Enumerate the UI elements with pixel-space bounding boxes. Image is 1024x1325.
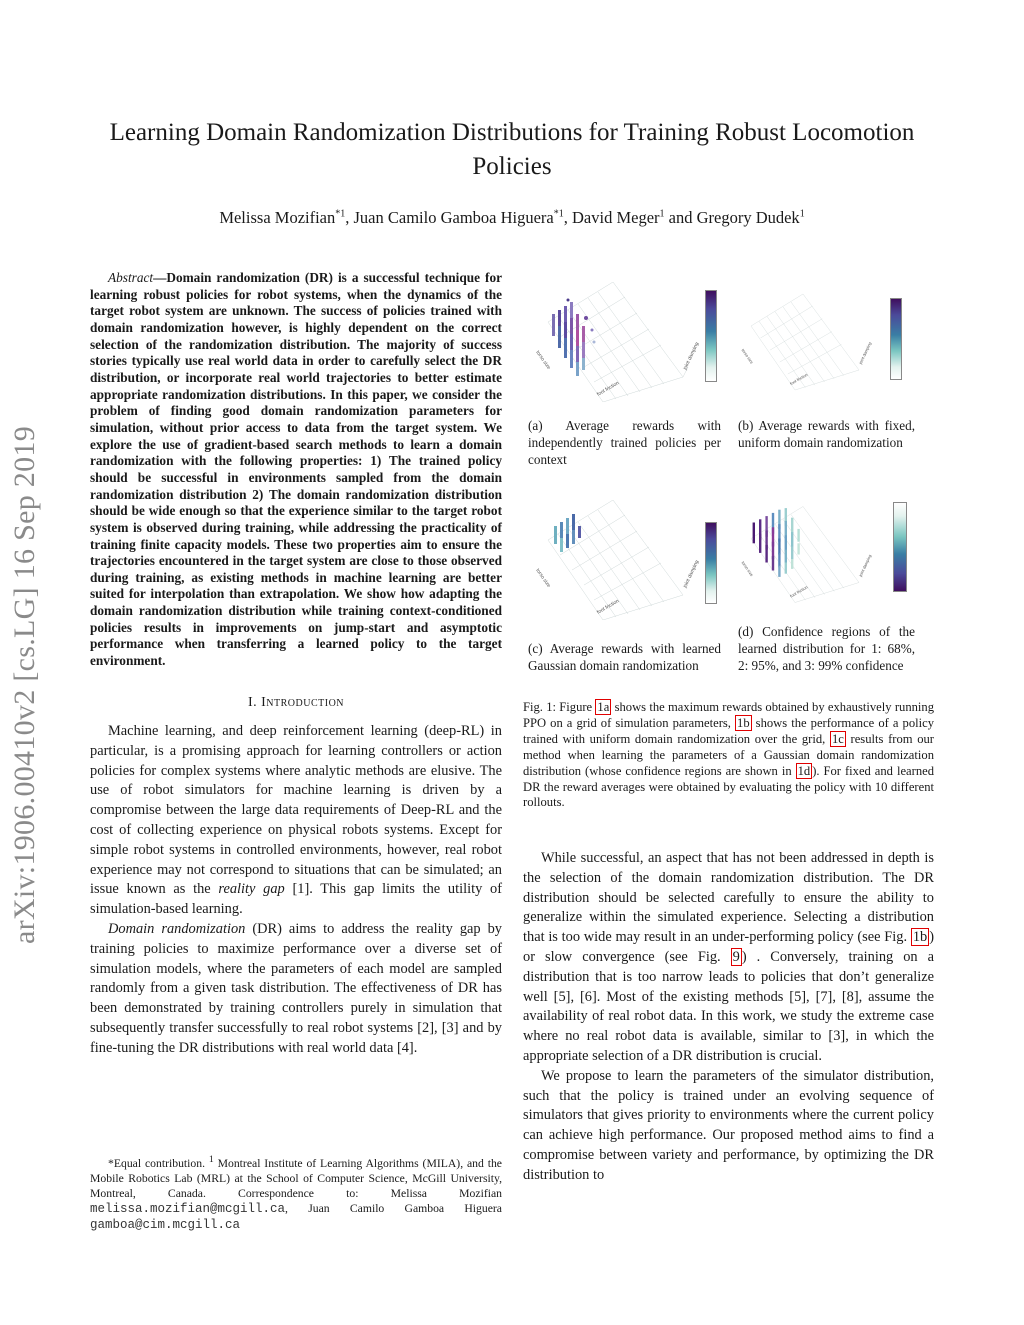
figure-ref-link[interactable]: 1d	[797, 763, 811, 778]
svg-text:joint damping: joint damping	[857, 341, 873, 365]
separator: ,	[345, 208, 354, 227]
paper-title: Learning Domain Randomization Distributions for Training Robust Locomotion Policies	[109, 119, 915, 180]
text: shows the performance of a policy trained with uniform domain randomization over the grid,	[523, 715, 934, 746]
body-paragraph	[523, 1067, 934, 1186]
text: ) . Conversely, training on a distribution that is too narrow leads to policies that don’t generalize well [5], [6]. Most of the existing methods [5], [7], [8], assume the availability of real robot data. In this work, we study the extreme case where no real robot data is available, similar to [3], in which the appropriate selection of a DR distribution is crucial.	[523, 948, 934, 1064]
section-number: I.	[247, 695, 258, 710]
text: results from our method when learning the parameters of a Gaussian domain randomization distribution (whose confidence regions are shown in	[523, 731, 935, 778]
figure-caption	[523, 700, 934, 811]
text: (DR) aims to address the reality gap by training policies to maximize performance over a diverse set of simulation models, where the parameters of each model are sampled randomly from a given task distribution. The effectiveness of DR has been demonstrated by training controllers purely in simulation that subsequently transfer successfully to real robot systems [2], [3] and by fine-tuning the DR distributions with real world data [4].	[90, 920, 503, 1056]
text: Montreal Institute of Learning Algorithms (MILA), and the Mobile Robotics Lab (MRL) at the School of Computer Science, McGill University, Montreal, Canada. Correspondence to: Melissa Mozifian	[90, 1156, 502, 1200]
arxiv-side-label: arXiv:1906.00410v2 [cs.LG] 16 Sep 2019	[8, 425, 41, 944]
author-name: Melissa Mozifian	[219, 208, 336, 227]
svg-text:joint damping: joint damping	[682, 341, 701, 371]
text: ) or slow convergence (see Fig.	[523, 929, 934, 965]
author-name: David Meger	[572, 208, 660, 227]
author-list	[100, 208, 924, 228]
subfigure-a-caption: (a) Average rewards with independently trained policies per context	[528, 418, 721, 467]
figure-ref-link[interactable]: 1c	[831, 731, 844, 746]
figure-ref-link[interactable]: 1b	[737, 715, 750, 730]
author-affiliation: *1	[335, 208, 346, 220]
intro-paragraph-2	[90, 920, 502, 1059]
section-title: Introduction	[261, 695, 345, 710]
colorbar-b	[890, 298, 902, 380]
subfigure-b-plot	[735, 282, 895, 402]
subfigure-c-caption: (c) Average rewards with learned Gaussian domain randomization	[528, 641, 721, 673]
abstract-dash: —	[153, 270, 167, 285]
separator: and	[664, 208, 697, 227]
author-name: Gregory Dudek	[696, 208, 800, 227]
text: Fig. 1: Figure	[523, 700, 596, 714]
author-affiliation: *1	[553, 208, 564, 220]
figure-ref-link[interactable]: 1a	[597, 700, 610, 714]
email-link[interactable]: gamboa@cim.mcgill.ca	[90, 1217, 241, 1232]
abstract-text: Domain randomization (DR) is a successful technique for learning robust policies for robot systems, when the dynamics of the target robot system are unknown. The success of policies trained with domain randomization however, is highly dependent on the correct selection of the randomization distribution. The majority of success stories typically use real world data in order to carefully select the DR distribution, or incorporate real world trajectories to better estimate appropriate randomization distributions. In this paper, we consider the problem of finding good domain randomization parameters for simulation, without prior access to data from the target system. We explore the use of gradient-based search methods to learn a domain randomization with the following properties: 1) The trained policy should be successful in environments sampled from the domain randomization distribution 2) The domain randomization distribution should be wide enough so that the experience similar to the target robot system is observed during training, while addressing the practicality of training finite capacity models. These two properties aim to ensure the trajectories encountered in the target system are close to those observed during training, as existing methods in machine learning are better suited for interpolation than extrapolation. We show how adapting the domain randomization distribution while training context-conditioned policies results in improvements on jump-start and asymptotic performance when transferring a learned policy to the target environment.	[90, 270, 502, 669]
svg-text:foot friction: foot friction	[596, 598, 621, 616]
footnote	[90, 1152, 502, 1233]
svg-text:torso size: torso size	[534, 567, 552, 589]
emphasis: reality gap	[218, 881, 285, 898]
introduction-body	[90, 722, 502, 1059]
subfigure-d-caption: (d) Confidence regions of the learned distribution for 1: 68%, 2: 95%, and 3: 99% confidence	[738, 624, 915, 673]
subfigure-d-plot	[735, 492, 895, 617]
section-heading	[90, 695, 502, 711]
text: [1]. This gap limits the utility of simulation-based learning.	[90, 881, 502, 918]
emphasis: Domain randomization	[108, 920, 246, 937]
text: shows the maximum rewards obtained by exhaustively running PPO on a grid of simulation parameters,	[523, 700, 935, 730]
colorbar-a	[705, 290, 717, 382]
abstract	[90, 270, 502, 670]
text: *Equal contribution.	[108, 1156, 209, 1170]
author-name: Juan Camilo Gamboa Higuera	[353, 208, 554, 227]
svg-text:torso size: torso size	[740, 347, 755, 365]
svg-text:torso size: torso size	[534, 349, 552, 371]
author-affiliation: 1	[659, 208, 665, 220]
body-paragraph	[523, 849, 934, 1067]
text: Machine learning, and deep reinforcement learning (deep-RL) in particular, is a promising approach for learning controllers or action policies for complex systems where analytic methods are elusive. The use of robot simulators for machine learning is driven by a compromise between the large data requirements of Deep-RL and the cost of collecting experience on physical robots systems. Except for simple robot systems in controlled environments, however, real robot experience may not correspond to situations that can be simulated; an issue known as the	[90, 723, 502, 898]
text: While successful, an aspect that has not been addressed in depth is the selection of the domain randomization distribution. The DR distribution should be selected carefully to ensure the ability to generalize within the simulated experience. Selecting a distribution that is too wide may result in an under-performing policy (see Fig.	[523, 850, 934, 946]
email-link[interactable]: melissa.mozifian@mcgill.ca	[90, 1201, 286, 1216]
figure-ref-link[interactable]: 1b	[912, 929, 928, 946]
subfigure-a-plot	[528, 282, 728, 402]
svg-text:joint damping: joint damping	[682, 559, 701, 589]
text: , Juan Camilo Gamboa Higuera	[285, 1201, 502, 1215]
superscript: 1	[208, 1154, 214, 1165]
colorbar-c	[705, 522, 717, 604]
svg-text:foot friction: foot friction	[789, 371, 809, 387]
abstract-label: Abstract	[108, 270, 154, 285]
separator: ,	[563, 208, 572, 227]
intro-paragraph-1	[90, 722, 502, 920]
author-affiliation: 1	[799, 208, 805, 220]
svg-text:torso size: torso size	[740, 560, 755, 578]
text: We propose to learn the parameters of the simulator distribution, such that the policy is trained under an evolving sequence of simulators that gives priority to environments where the current policy can achieve high performance. Our proposed method aims to find a compromise between variety and performance, by optimizing the DR distribution to	[523, 1067, 934, 1183]
figure-ref-link[interactable]: 9	[732, 948, 740, 965]
x-axis-label: foot friction	[596, 380, 621, 398]
subfigure-b-caption: (b) Average rewards with fixed, uniform domain randomization	[738, 418, 915, 450]
right-column-body	[523, 849, 934, 1186]
subfigure-c-plot	[528, 500, 728, 620]
svg-text:foot friction: foot friction	[789, 584, 809, 599]
text: ). For fixed and learned DR the reward averages were obtained by evaluating the policy with 10 different rollouts.	[523, 763, 935, 810]
svg-text:joint damping: joint damping	[857, 553, 873, 578]
colorbar-d	[893, 502, 907, 592]
